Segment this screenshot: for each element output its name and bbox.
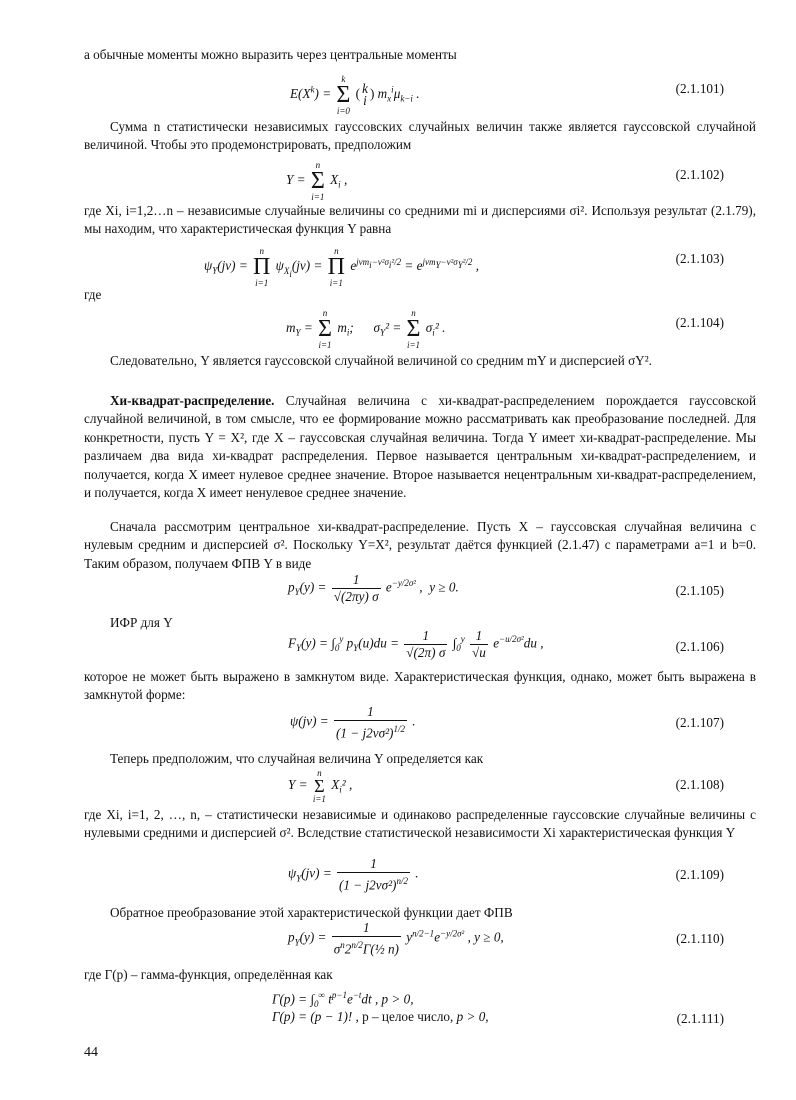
equation-2-1-111: $\Gamma(p) = \int_0^\infty$ $t^{p-1}e^{-t}dt$ , p > 0, Γ(p) = (p − 1)! , p – целое число, p > 0, (2.1.111) bbox=[84, 984, 724, 1032]
paragraph-3: где Xi, i=1,2…n – независимые случайные величины со средними mi и дисперсиями σi². Используя результат (2.1.79), мы находим, что характеристическая функция Y равна bbox=[84, 203, 756, 237]
equation-2-1-107: ψ(jv) = $\frac{1}{(1 - j2v\sigma^2)^{1/2}}$ . (2.1.107) bbox=[290, 704, 724, 741]
paragraph-7: Сначала рассмотрим центральное хи-квадрат-распределение. Пусть X – гауссовская случайная величина с нулевым средним и дисперсией σ². Поскольку Y=X², результат даётся функцией (2.1.47) с параметрами a=1 и b=0. Таким образом, получаем ФПВ Y в виде bbox=[84, 519, 756, 571]
paragraph-6 bbox=[84, 392, 756, 502]
equation-2-1-110: $p_Y(y)$ = $\frac{1}{\sigma^n2^{n/2}\Gamma(\frac{1}{2} n)}$ $y^{n/2-1}e^{-y/2\sigma^2}$ , y ≥ 0, (2.1.110) bbox=[288, 920, 724, 957]
equation-number: (2.1.103) bbox=[675, 251, 724, 266]
equation-number: (2.1.109) bbox=[675, 867, 724, 882]
paragraph-12: Обратное преобразование этой характеристической функции дает ФПВ bbox=[110, 905, 513, 920]
paragraph-5: Следовательно, Y является гауссовской случайной величиной со средним mY и дисперсией σY². bbox=[110, 353, 652, 368]
equation-number: (2.1.108) bbox=[675, 777, 724, 792]
equation-2-1-101: $E(X^k)$ = k Σ i=0 ( k i ) $m_x^i\mu_{k-i}$ . (2.1.101) bbox=[290, 74, 724, 116]
paragraph-1: а обычные моменты можно выразить через центральные моменты bbox=[84, 47, 457, 62]
equation-number: (2.1.101) bbox=[675, 81, 724, 96]
paragraph-6-body: Случайная величина с хи-квадрат-распределением порождается гауссовской случайной величиной, в том смысле, что ее формирование можно рассматривать как преобразование последней. Для конкретности, пусть Y = X², где X – гауссовская случайная величина. Тогда Y имеет хи-квадрат-распределение. Мы различаем два вида хи-квадрат распределения. Первое называется центральным хи-квадрат-распределением, и получается, когда X имеет нулевое среднее значение. Второе называется нецентральным хи-квадрат-распределением, и получается, когда X имеет ненулевое среднее значение. bbox=[84, 393, 756, 501]
page-number: 44 bbox=[84, 1045, 98, 1060]
paragraph-8: ИФР для Y bbox=[110, 615, 173, 630]
equation-number: (2.1.111) bbox=[676, 1011, 724, 1026]
equation-2-1-104: $m_Y$ = n Σ i=1 $m_i$; $\sigma_Y^2$ = n Σ i=1 $\sigma_i^2$ . (2.1.104) bbox=[286, 308, 724, 350]
equation-number: (2.1.105) bbox=[675, 583, 724, 598]
equation-2-1-102: Y = n Σ i=1 $X_i$ , (2.1.102) bbox=[286, 160, 724, 202]
equation-number: (2.1.102) bbox=[675, 167, 724, 182]
equation-2-1-106: $F_Y(y) = \int_0^y$ $p_Y(u)du$ = $\frac{1}{√(2\pi) \sigma}$ $\int_0^y$ $\frac{1}{√u}$ $e^{-u/2\sigma^2}du$ , (2.1.106) bbox=[288, 628, 724, 660]
equation-2-1-105: $p_Y(y)$ = $\frac{1}{√(2\pi y) \sigma}$ $e^{-y/2\sigma^2}$ , y ≥ 0. (2.1.105) bbox=[288, 572, 724, 604]
equation-2-1-109: $\psi_Y(jv)$ = $\frac{1}{(1 - j2v\sigma^2)^{n/2}}$ . (2.1.109) bbox=[288, 856, 724, 893]
paragraph-11: где Xi, i=1, 2, …, n, – статистически независимые и одинаково распределенные гауссовские случайные величины с нулевыми средними и дисперсией σ². Вследствие статистической независимости Xi характеристическая функция Y bbox=[84, 807, 756, 841]
paragraph-13: где Γ(p) – гамма-функция, определённая как bbox=[84, 967, 333, 982]
equation-2-1-108: Y = n Σ i=1 $X_i^2$ , (2.1.108) bbox=[288, 768, 724, 804]
equation-number: (2.1.106) bbox=[675, 639, 724, 654]
paragraph-4: где bbox=[84, 287, 102, 302]
equation-number: (2.1.110) bbox=[676, 931, 724, 946]
section-heading-chi-square: Хи-квадрат-распределение. bbox=[110, 393, 275, 408]
equation-number: (2.1.104) bbox=[675, 315, 724, 330]
equation-2-1-103: $\psi_Y(jv)$ = n Π i=1 $\psi_{X_i}(jv)$ = n Π i=1 $e^{jvm_i-v^2\sigma_i^2/2} = e^{jvm_Y-v^2\sigma_Y^2/2}$ , (2.1.103) bbox=[204, 246, 724, 288]
paragraph-2: Сумма n статистически независимых гауссовских случайных величин также является гауссовской случайной величиной. Чтобы это продемонстрировать, предположим bbox=[84, 119, 756, 153]
paragraph-9: которое не может быть выражено в замкнутом виде. Характеристическая функция, однако, может быть выражена в замкнутой форме: bbox=[84, 669, 756, 703]
paragraph-10: Теперь предположим, что случайная величина Y определяется как bbox=[110, 751, 484, 766]
equation-number: (2.1.107) bbox=[675, 715, 724, 730]
